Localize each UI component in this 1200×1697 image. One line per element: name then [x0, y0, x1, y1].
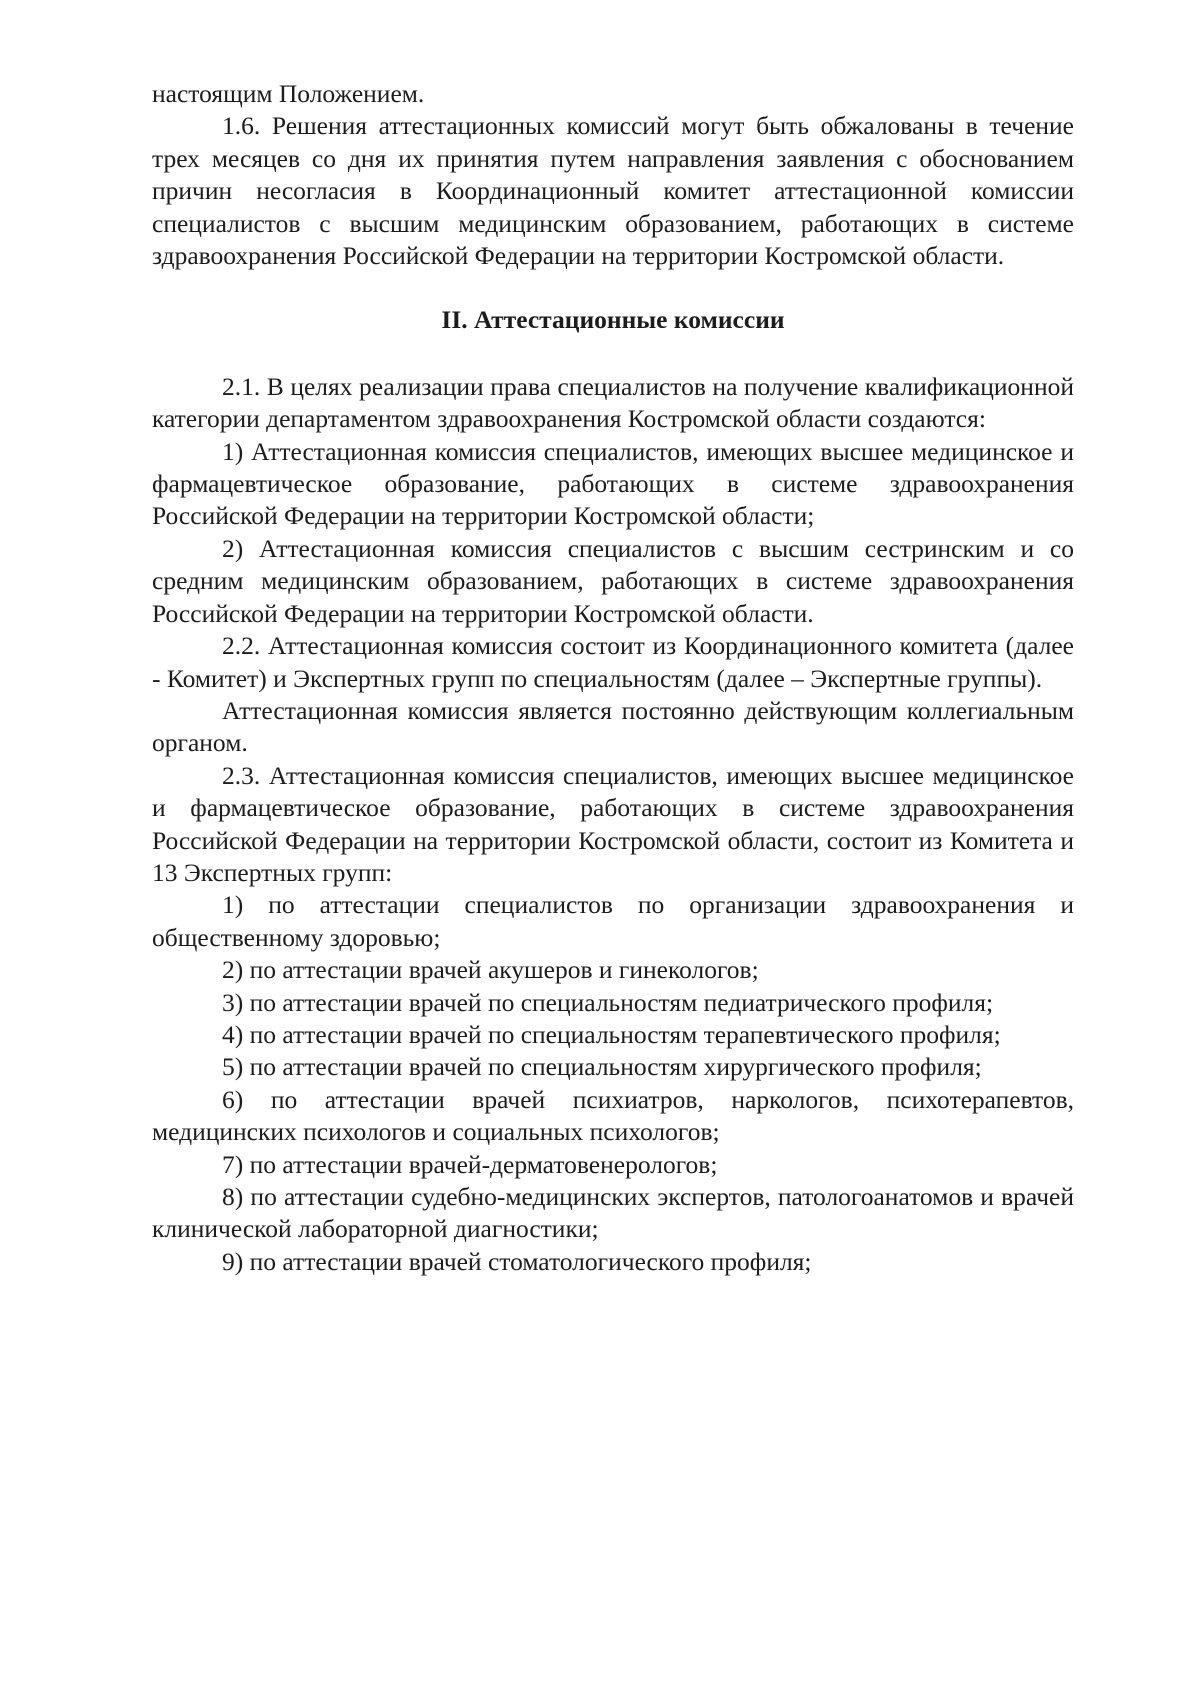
- list-item-2-1-1: 1) Аттестационная комиссия специалистов, имеющих высшее медицинское и фармацевтическое образование, работающих в системе здравоохранения Российской Федерации на территории Костромской области;: [152, 436, 1074, 531]
- paragraph-continuation: настоящим Положением.: [152, 79, 425, 108]
- document-body: [152, 78, 1074, 1278]
- list-item-2-3-5: 5) по аттестации врачей по специальностям хирургического профиля;: [222, 1052, 982, 1082]
- paragraph-2-2: 2.2. Аттестационная комиссия состоит из Координационного комитета (далее - Комитет) и Экспертных групп по специальностям (далее – Экспертные группы).: [152, 631, 1074, 693]
- list-item-2-3-4: 4) по аттестации врачей по специальностям терапевтического профиля;: [222, 1019, 1001, 1049]
- list-item-2-1-2: 2) Аттестационная комиссия специалистов с высшим сестринским и со средним медицинским образованием, работающих в системе здравоохранения Российской Федерации на территории Костромской области.: [152, 533, 1074, 628]
- list-item-2-3-9: 9) по аттестации врачей стоматологического профиля;: [222, 1246, 812, 1276]
- paragraph-2-1: 2.1. В целях реализации права специалистов на получение квалификационной категории департаментом здравоохранения Костромской области создаются:: [152, 371, 1074, 434]
- list-item-2-3-3: 3) по аттестации врачей по специальностям педиатрического профиля;: [222, 987, 994, 1017]
- paragraph-2-2-continued: Аттестационная комиссия является постоянно действующим коллегиальным органом.: [152, 695, 1074, 758]
- list-item-2-3-2: 2) по аттестации врачей акушеров и гинекологов;: [222, 955, 759, 985]
- paragraph-2-3: 2.3. Аттестационная комиссия специалистов, имеющих высшее медицинское и фармацевтическое образование, работающих в системе здравоохранения Российской Федерации на территории Костромской области, состоит из Комитета и 13 Экспертных групп:: [152, 760, 1074, 887]
- list-item-2-3-6: 6) по аттестации врачей психиатров, наркологов, психотерапевтов, медицинских психологов и социальных психологов;: [152, 1084, 1074, 1147]
- list-item-2-3-8: 8) по аттестации судебно-медицинских экспертов, патологоанатомов и врачей клинической лабораторной диагностики;: [152, 1182, 1074, 1244]
- list-item-2-3-7: 7) по аттестации врачей-дерматовенерологов;: [222, 1149, 718, 1179]
- section-heading: II. Аттестационные комиссии: [441, 305, 785, 335]
- list-item-2-3-1: 1) по аттестации специалистов по организации здравоохранения и общественному здоровью;: [152, 890, 1074, 952]
- paragraph-1-6: 1.6. Решения аттестационных комиссий могут быть обжалованы в течение трех месяцев со дня их принятия путем направления заявления с обоснованием причин несогласия в Координационный комитет аттестационной комиссии специалистов с высшим медицинским образованием, работающих в системе здравоохранения Российской Федерации на территории Костромской области.: [152, 111, 1074, 271]
